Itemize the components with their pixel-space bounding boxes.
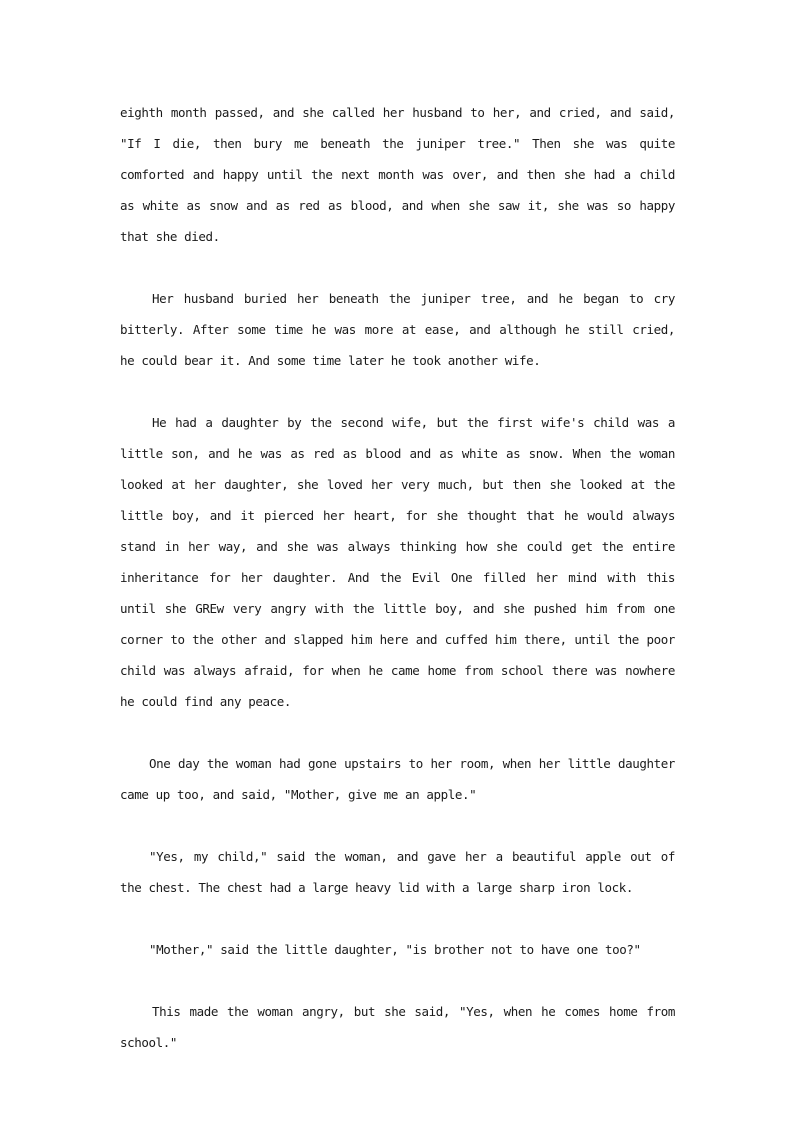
paragraph-4: One day the woman had gone upstairs to her room, when her little daughter came up too, and said, "Mother, give me an apple." (120, 756, 675, 802)
paragraph-1: eighth month passed, and she called her husband to her, and cried, and said, "If I die, then bury me beneath the juniper tree." Then she was quite comforted and happy until the next month was over, and then she had a child as white as snow and as red as blood, and when she saw it, she was so happy that she died. (120, 105, 675, 244)
paragraph-3: He had a daughter by the second wife, but the first wife's child was a little son, and he was as red as blood and as white as snow. When the woman looked at her daughter, she loved her very much, but then she looked at the little boy, and it pierced her heart, for she thought that he would always stand in her way, and she was always thinking how she could get the entire inheritance for her daughter. And the Evil One filled her mind with this until she GREw very angry with the little boy, and she pushed him from one corner to the other and slapped him here and cuffed him there, until the poor child was always afraid, for when he came home from school there was nowhere he could find any peace. (120, 415, 675, 709)
paragraph-7: This made the woman angry, but she said, "Yes, when he comes home from school." (120, 1004, 675, 1050)
paragraph-2: Her husband buried her beneath the juniper tree, and he began to cry bitterly. After some time he was more at ease, and although he still cried, he could bear it. And some time later he took another wife. (120, 291, 675, 368)
paragraph-5: "Yes, my child," said the woman, and gave her a beautiful apple out of the chest. The chest had a large heavy lid with a large sharp iron lock. (120, 849, 675, 895)
document-page (120, 97, 675, 1089)
paragraph-6: "Mother," said the little daughter, "is brother not to have one too?" (149, 942, 641, 957)
